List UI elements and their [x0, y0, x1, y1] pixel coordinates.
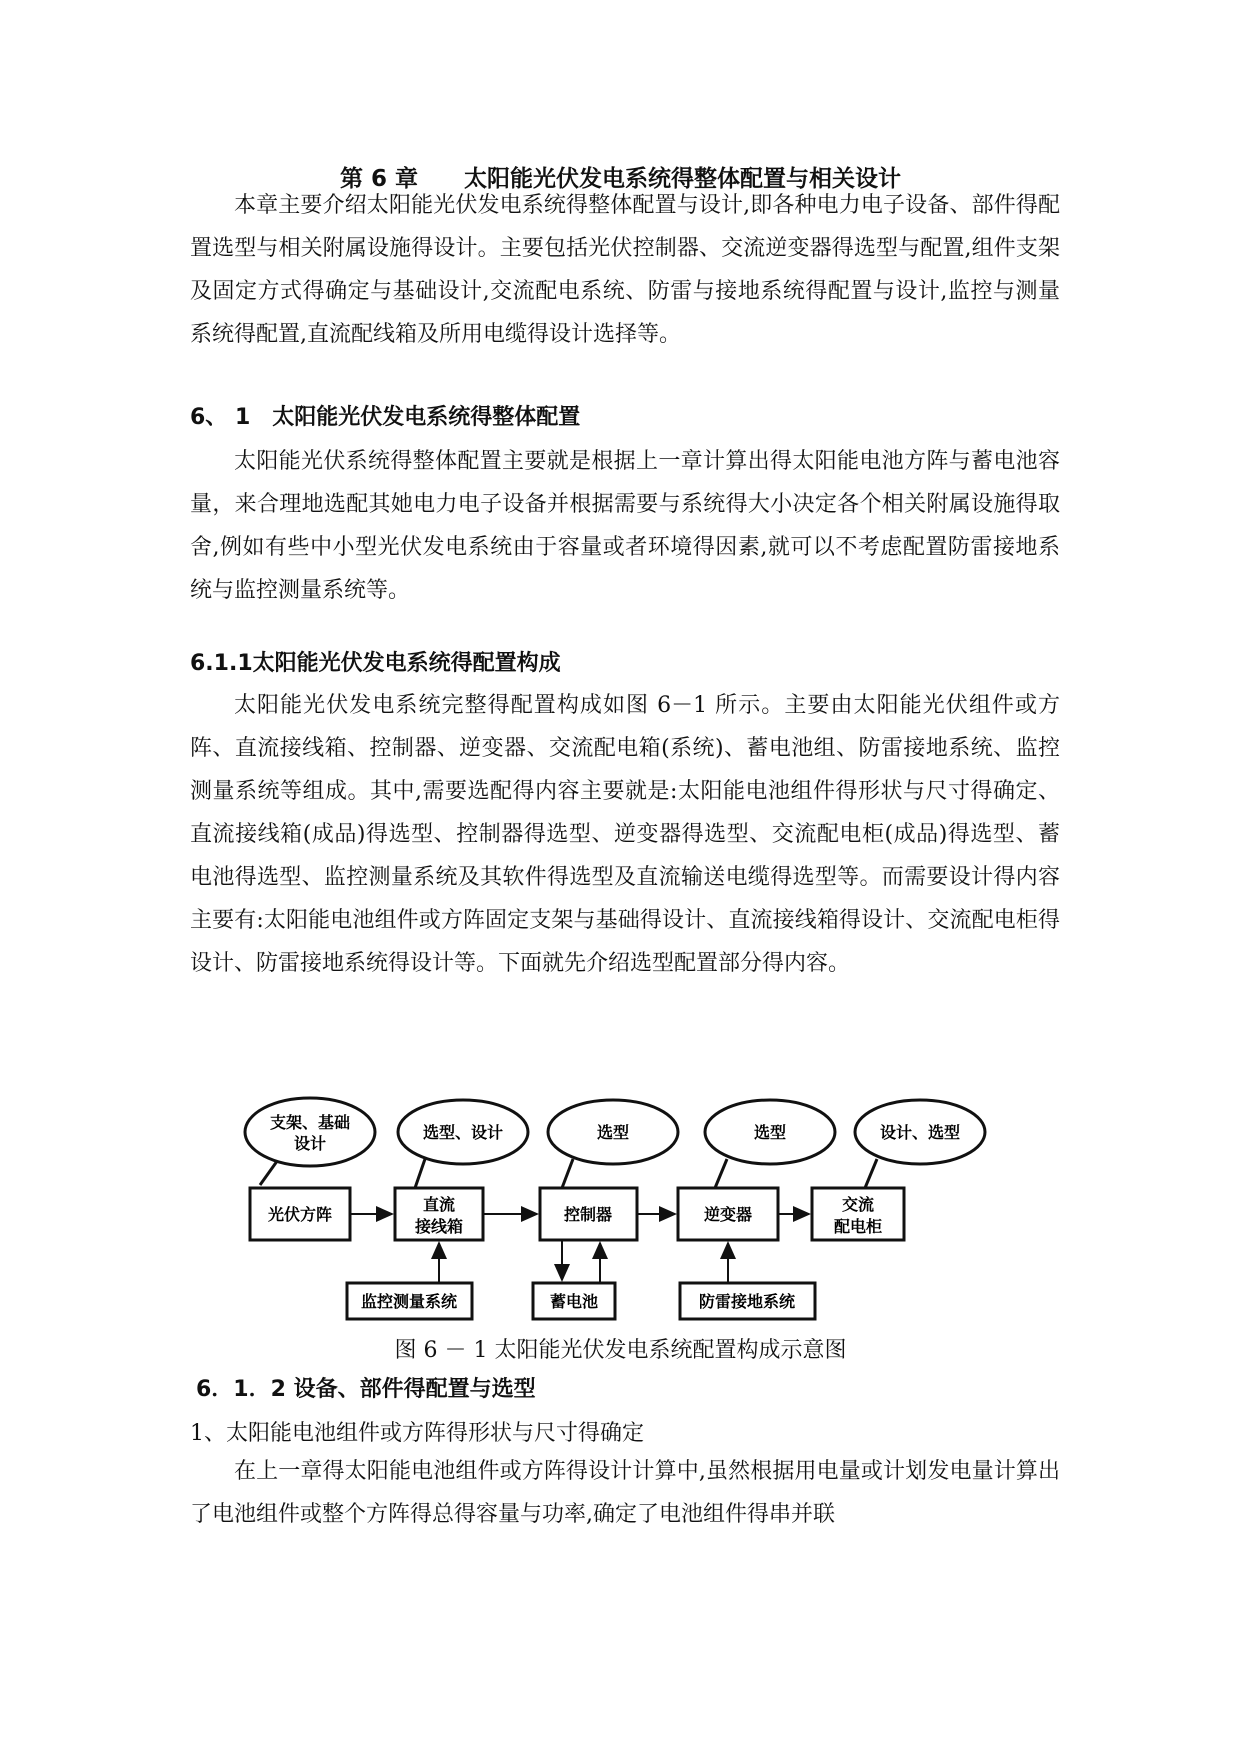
system-configuration-diagram [240, 1095, 1010, 1325]
bubble-ac-cabinet-design [855, 1100, 985, 1188]
bubble-label: 选型 [753, 1123, 787, 1142]
bubble-inverter-select [705, 1100, 835, 1188]
section-6-1-paragraph: 太阳能光伏系统得整体配置主要就是根据上一章计算出得太阳能电池方阵与蓄电池容量，来合理地选配其她电力电子设备并根据需要与系统得大小决定各个相关附属设施得取舍,例如有些中小型光伏发电系统由于容量或者环境得因素,就可以不考虑配置防雷接地系统与监控测量系统等。 [190, 449, 1060, 603]
item-1: 1、太阳能电池组件或方阵得形状与尺寸得确定 [190, 1421, 644, 1446]
section-6-1-1-paragraph: 太阳能光伏发电系统完整得配置构成如图 6－1 所示。主要由太阳能光伏组件或方阵、直流接线箱、控制器、逆变器、交流配电箱(系统)、蓄电池组、防雷接地系统、监控测量系统等组成。其中,需要选配得内容主要就是:太阳能电池组件得形状与尺寸得确定、直流接线箱(成品)得选型、控制器得选型、逆变器得选型、交流配电柜(成品)得选型、蓄电池得选型、监控测量系统及其软件得选型及直流输送电缆得选型等。而需要设计得内容主要有:太阳能电池组件或方阵固定支架与基础得设计、直流接线箱得设计、交流配电柜得设计、防雷接地系统得设计等。下面就先介绍选型配置部分得内容。 [190, 693, 1060, 976]
section-6-1-heading: 6、 1 太阳能光伏发电系统得整体配置 [190, 405, 581, 430]
box-label: 逆变器 [703, 1205, 753, 1224]
bubble-label: 支架、基础 [269, 1113, 351, 1132]
chapter-title: 第 6 章 太阳能光伏发电系统得整体配置与相关设计 [339, 166, 902, 192]
bubble-controller-select [548, 1100, 678, 1188]
box-label: 监控测量系统 [360, 1292, 458, 1311]
box-lightning-grounding [680, 1283, 815, 1319]
box-monitoring-system [347, 1283, 472, 1319]
bubble-label: 选型、设计 [422, 1123, 504, 1142]
box-label: 交流 [841, 1195, 875, 1214]
box-label: 接线箱 [414, 1217, 464, 1236]
box-label: 蓄电池 [549, 1292, 599, 1311]
bubble-combiner-design [398, 1100, 528, 1188]
box-inverter [678, 1188, 778, 1240]
intro-paragraph: 本章主要介绍太阳能光伏发电系统得整体配置与设计,即各种电力电子设备、部件得配置选型与相关附属设施得设计。主要包括光伏控制器、交流逆变器得选型与配置,组件支架及固定方式得确定与基础设计,交流配电系统、防雷与接地系统得配置与设计,监控与测量系统得配置,直流配线箱及所用电缆得设计选择等。 [190, 193, 1060, 347]
section-6-1-1-heading: 6.1.1太阳能光伏发电系统得配置构成 [190, 651, 561, 676]
box-pv-array [250, 1188, 350, 1240]
box-label: 直流 [422, 1195, 456, 1214]
box-battery [533, 1283, 615, 1319]
figure-caption: 图 6 － 1 太阳能光伏发电系统配置构成示意图 [394, 1338, 847, 1363]
box-label: 防雷接地系统 [698, 1292, 796, 1311]
bubble-label: 设计、选型 [879, 1123, 961, 1142]
box-label: 配电柜 [833, 1217, 883, 1236]
section-6-1-2-paragraph: 在上一章得太阳能电池组件或方阵得设计计算中,虽然根据用电量或计划发电量计算出了电池组件或整个方阵得总得容量与功率,确定了电池组件得串并联 [190, 1459, 1060, 1527]
box-label: 光伏方阵 [267, 1205, 333, 1224]
box-ac-cabinet [812, 1188, 904, 1240]
box-label: 控制器 [563, 1205, 613, 1224]
box-controller [540, 1188, 637, 1240]
bubble-label: 设计 [293, 1134, 327, 1153]
bubble-bracket-design [245, 1098, 375, 1185]
bubble-label: 选型 [596, 1123, 630, 1142]
section-6-1-2-heading: 6．1．2 设备、部件得配置与选型 [196, 1377, 536, 1402]
box-dc-combiner [395, 1188, 483, 1240]
